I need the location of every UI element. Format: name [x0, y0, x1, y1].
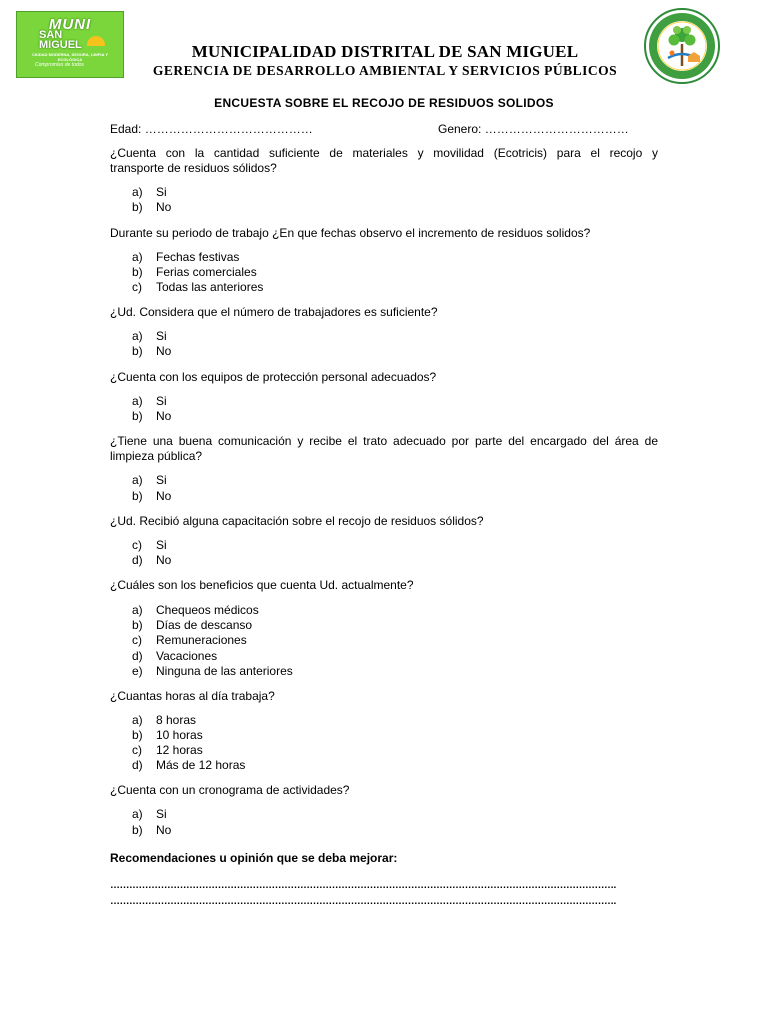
option-9a[interactable]: a) Si: [132, 807, 167, 821]
question-5-line-1: ¿Tiene una buena comunicación y recibe el trato adecuado por parte del encargado del área de: [110, 434, 658, 448]
option-3b[interactable]: b) No: [132, 344, 172, 358]
option-5b[interactable]: b) No: [132, 489, 172, 503]
option-7e[interactable]: e) Ninguna de las anteriores: [132, 664, 293, 678]
recommendations-label: Recomendaciones u opinión que se deba mejorar:: [110, 851, 398, 865]
option-3a[interactable]: a) Si: [132, 329, 167, 343]
option-1a[interactable]: a) Si: [132, 185, 167, 199]
option-8d[interactable]: d) Más de 12 horas: [132, 758, 246, 772]
recommendations-line-1[interactable]: …………………………………………………………………………………………………………………………………………….: [110, 881, 616, 891]
muni-san-miguel-logo: [16, 11, 124, 78]
option-8c[interactable]: c) 12 horas: [132, 743, 203, 757]
question-1-line-2: transporte de residuos sólidos?: [110, 161, 277, 175]
option-2a[interactable]: a) Fechas festivas: [132, 250, 240, 264]
option-8a[interactable]: a) 8 horas: [132, 713, 197, 727]
option-7b[interactable]: b) Días de descanso: [132, 618, 253, 632]
option-4a[interactable]: a) Si: [132, 394, 167, 408]
option-6d[interactable]: d) No: [132, 553, 172, 567]
recommendations-line-2[interactable]: …………………………………………………………………………………………………………………………………………….: [110, 897, 616, 907]
edad-field[interactable]: Edad: ……………………………………: [110, 122, 313, 136]
question-1-line-1: ¿Cuenta con la cantidad suficiente de materiales y movilidad (Ecotricis) para el recojo y: [110, 146, 658, 160]
option-2b[interactable]: b) Ferias comerciales: [132, 265, 257, 279]
environment-seal-icon: [644, 8, 720, 84]
department-subtitle: GERENCIA DE DESARROLLO AMBIENTAL Y SERVICIOS PÚBLICOS: [152, 63, 618, 78]
logo-slogan: Compromiso de todos: [35, 62, 84, 68]
logo-san-miguel-text: SAN MIGUEL: [39, 29, 82, 51]
logo-tagline: CIUDAD MODERNA, SEGURA, LIMPIA Y ECOLÓGICA: [31, 52, 108, 62]
option-6c[interactable]: c) Si: [132, 538, 167, 552]
question-4: ¿Cuenta con los equipos de protección personal adecuados?: [110, 370, 437, 384]
question-2: Durante su periodo de trabajo ¿En que fechas observo el incremento de residuos solidos?: [110, 226, 591, 240]
question-7: ¿Cuáles son los beneficios que cuenta Ud. actualmente?: [110, 578, 414, 592]
question-9: ¿Cuenta con un cronograma de actividades?: [110, 783, 350, 797]
option-1b[interactable]: b) No: [132, 200, 172, 214]
question-5-line-2: limpieza pública?: [110, 449, 203, 463]
genero-field[interactable]: Genero: ………………………………: [438, 122, 629, 136]
option-7c[interactable]: c) Remuneraciones: [132, 633, 247, 647]
option-4b[interactable]: b) No: [132, 409, 172, 423]
option-2c[interactable]: c) Todas las anteriores: [132, 280, 264, 294]
survey-title: ENCUESTA SOBRE EL RECOJO DE RESIDUOS SOLIDOS: [214, 96, 554, 110]
question-6: ¿Ud. Recibió alguna capacitación sobre el recojo de residuos sólidos?: [110, 514, 484, 528]
option-7a[interactable]: a) Chequeos médicos: [132, 603, 259, 617]
question-8: ¿Cuantas horas al día trabaja?: [110, 689, 275, 703]
option-7d[interactable]: d) Vacaciones: [132, 649, 218, 663]
question-3: ¿Ud. Considera que el número de trabajadores es suficiente?: [110, 305, 438, 319]
option-9b[interactable]: b) No: [132, 823, 172, 837]
logo-sun-icon: [87, 36, 105, 46]
logo-muni-text: MUNI: [48, 16, 92, 33]
option-8b[interactable]: b) 10 horas: [132, 728, 203, 742]
option-5a[interactable]: a) Si: [132, 473, 167, 487]
municipality-title: MUNICIPALIDAD DISTRITAL DE SAN MIGUEL: [191, 42, 579, 61]
